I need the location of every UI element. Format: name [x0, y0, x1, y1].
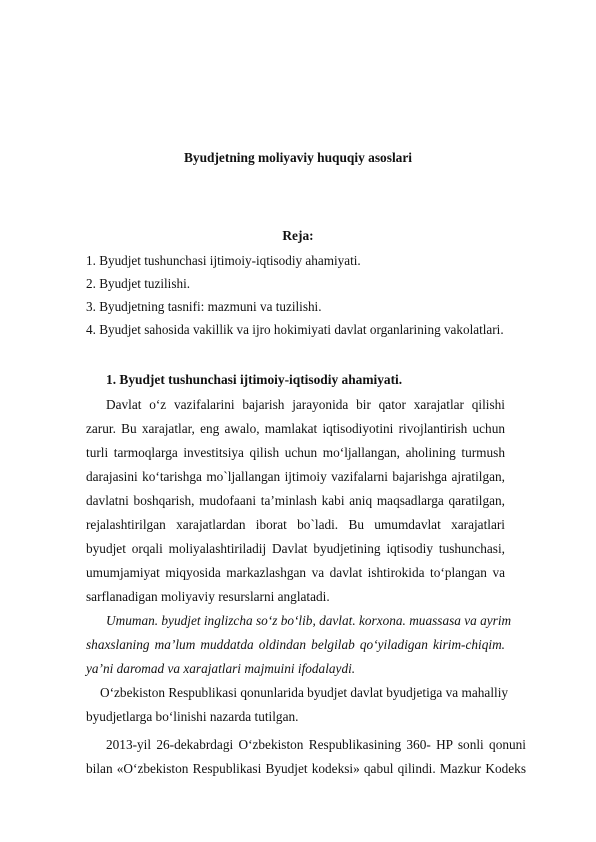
italic-line: shaxslaning ma’lum muddatda oldindan belgilab qo‘yiladigan kirim-chiqim.	[86, 637, 505, 652]
italic-line: ya’ni daromad va xarajatlari majmuini ifodalaydi.	[86, 661, 356, 676]
section-heading: 1. Byudjet tushunchasi ijtimoiy-iqtisodiy ahamiyati.	[106, 372, 403, 387]
document-title: Byudjetning moliyaviy huquqiy asoslari	[183, 150, 413, 165]
paragraph-line: sarflanadigan moliyaviy resurslarni anglatadi.	[86, 589, 330, 604]
paragraph-line: byudjet orqali moliyalashtiriladij Davlat byudjetining iqtisodiy tushunchasi,	[86, 541, 505, 556]
plan-heading: Reja:	[282, 228, 314, 243]
italic-line: Umuman. byudjet inglizcha so‘z bo‘lib, davlat. korxona. muassasa va ayrim	[106, 613, 512, 628]
plan-item-2: 2. Byudjet tuzilishi.	[86, 276, 191, 291]
paragraph-line: bilan «O‘zbekiston Respublikasi Byudjet kodeksi» qabul qilindi. Mazkur Kodeks	[86, 761, 526, 776]
plan-item-1: 1. Byudjet tushunchasi ijtimoiy-iqtisodiy ahamiyati.	[86, 253, 361, 268]
paragraph-line: Davlat o‘z vazifalarini bajarish jarayonida bir qator xarajatlar qilishi	[106, 397, 505, 412]
paragraph-line: darajasini ko‘tarishga mo`ljallangan ijtimoiy vazifalarni bajarishga ajratilgan,	[86, 469, 505, 484]
paragraph-line: umumjamiyat miqyosida markazlashgan va davlat ishtirokida to‘plangan va	[86, 565, 505, 580]
paragraph-line: davlatni boshqarish, mudofaani ta’minlash kabi aniq maqsadlarga qaratilgan,	[86, 493, 505, 508]
paragraph-line: 2013-yil 26-dekabrdagi O‘zbekiston Respublikasining 360- HP sonli qonuni	[106, 737, 526, 752]
paragraph-line: rejalashtirilgan xarajatlardan iborat bo`ladi. Bu umumdavlat xarajatlari	[86, 517, 505, 532]
paragraph-line: byudjetlarga bo‘linishi nazarda tutilgan.	[86, 709, 299, 724]
plan-item-4: 4. Byudjet sahosida vakillik va ijro hokimiyati davlat organlarining vakolatlari.	[86, 322, 504, 337]
paragraph-line: zarur. Bu xarajatlar, eng awalo, mamlakat iqtisodiyotini rivojlantirish uchun	[86, 421, 505, 436]
paragraph-line: turli tarmoqlarga investitsiya qilish uchun mo‘ljallangan, aholining turmush	[86, 445, 505, 460]
plan-item-3: 3. Byudjetning tasnifi: mazmuni va tuzilishi.	[86, 299, 322, 314]
paragraph-line: O‘zbekiston Respublikasi qonunlarida byudjet davlat byudjetiga va mahalliy	[100, 685, 509, 700]
